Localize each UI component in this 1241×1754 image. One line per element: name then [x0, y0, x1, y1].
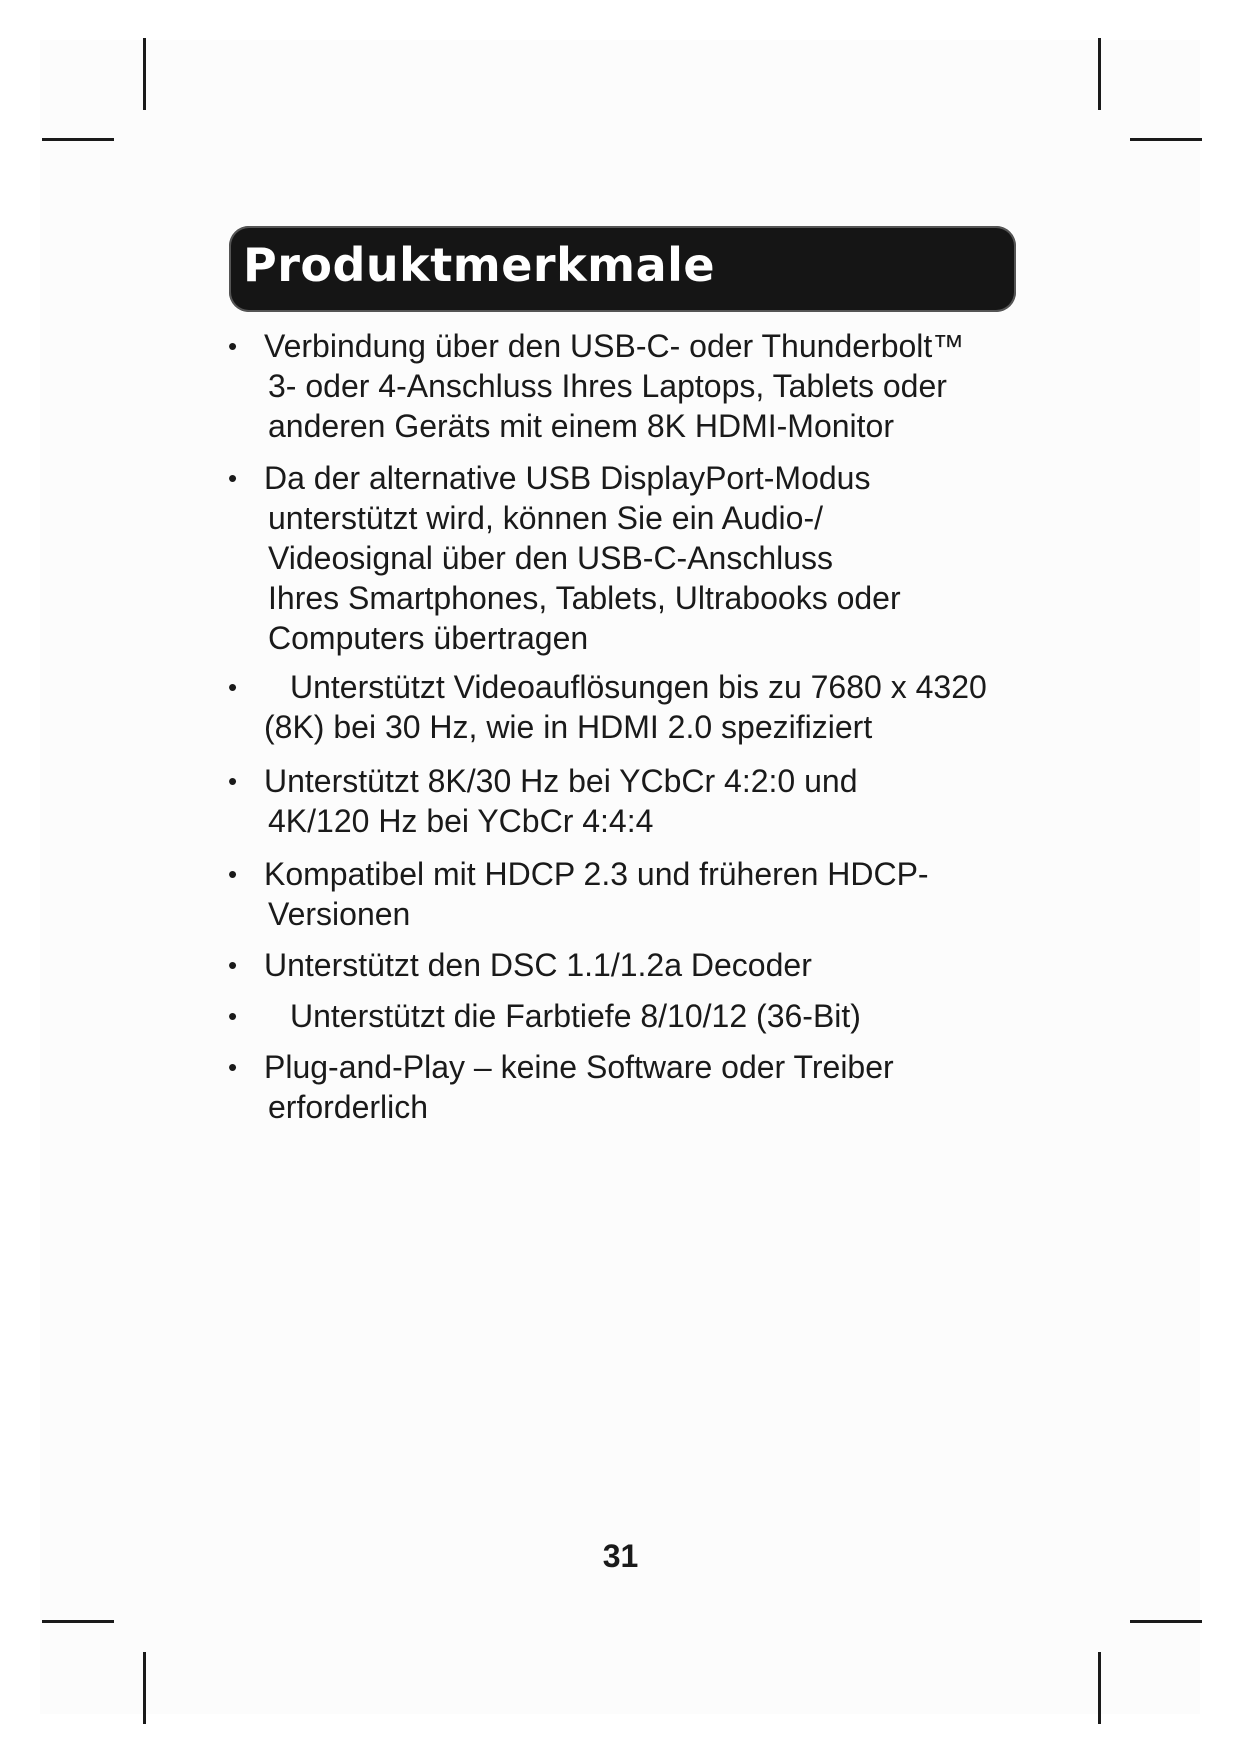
feature-item	[228, 761, 1048, 841]
page-number: 31	[602, 1538, 639, 1574]
bullet-icon: •	[228, 672, 238, 702]
feature-item	[228, 996, 1048, 1036]
crop-mark-bottom-right-vertical	[1098, 1652, 1101, 1724]
crop-mark-bottom-left-vertical	[143, 1652, 146, 1724]
feature-line: erforderlich	[268, 1089, 429, 1125]
section-title-bar	[229, 226, 1016, 312]
feature-item	[228, 945, 1048, 985]
feature-line: 3- oder 4-Anschluss Ihres Laptops, Tablets oder	[268, 368, 947, 404]
bullet-icon: •	[228, 859, 238, 889]
bullet-icon: •	[228, 950, 238, 980]
section-title: Produktmerkmale	[243, 238, 716, 292]
feature-line: Unterstützt 8K/30 Hz bei YCbCr 4:2:0 und	[264, 763, 858, 799]
feature-line: Verbindung über den USB-C- oder Thunderbolt™	[264, 328, 965, 364]
crop-mark-top-left-vertical	[143, 38, 146, 110]
feature-line: anderen Geräts mit einem 8K HDMI-Monitor	[268, 408, 894, 444]
feature-line: Versionen	[268, 896, 411, 932]
feature-list	[228, 326, 1048, 1138]
crop-mark-bottom-left-horizontal	[42, 1620, 114, 1623]
feature-item	[228, 667, 1048, 747]
bullet-icon: •	[228, 331, 238, 361]
feature-line: unterstützt wird, können Sie ein Audio-/	[268, 500, 823, 536]
feature-item	[228, 458, 1048, 658]
feature-line: Plug-and-Play – keine Software oder Treiber	[264, 1049, 894, 1085]
crop-mark-top-right-horizontal	[1130, 138, 1202, 141]
feature-line: Unterstützt den DSC 1.1/1.2a Decoder	[264, 947, 812, 983]
feature-item	[228, 326, 1048, 446]
crop-mark-top-right-vertical	[1098, 38, 1101, 110]
crop-mark-top-left-horizontal	[42, 138, 114, 141]
bullet-icon: •	[228, 463, 238, 493]
feature-line: Videosignal über den USB-C-Anschluss	[268, 540, 834, 576]
feature-line: Kompatibel mit HDCP 2.3 und früheren HDCP-	[264, 856, 929, 892]
bullet-icon: •	[228, 1001, 238, 1031]
feature-line: Da der alternative USB DisplayPort-Modus	[264, 460, 871, 496]
feature-line: Computers übertragen	[268, 620, 589, 656]
feature-line: Unterstützt die Farbtiefe 8/10/12 (36-Bit)	[290, 998, 861, 1034]
bullet-icon: •	[228, 1052, 238, 1082]
feature-line: (8K) bei 30 Hz, wie in HDMI 2.0 spezifiziert	[264, 709, 873, 745]
crop-mark-bottom-right-horizontal	[1130, 1620, 1202, 1623]
feature-line: 4K/120 Hz bei YCbCr 4:4:4	[268, 803, 654, 839]
feature-item	[228, 1047, 1048, 1127]
feature-item	[228, 854, 1048, 934]
feature-line: Unterstützt Videoauflösungen bis zu 7680 x 4320	[290, 669, 987, 705]
bullet-icon: •	[228, 766, 238, 796]
feature-line: Ihres Smartphones, Tablets, Ultrabooks oder	[268, 580, 901, 616]
